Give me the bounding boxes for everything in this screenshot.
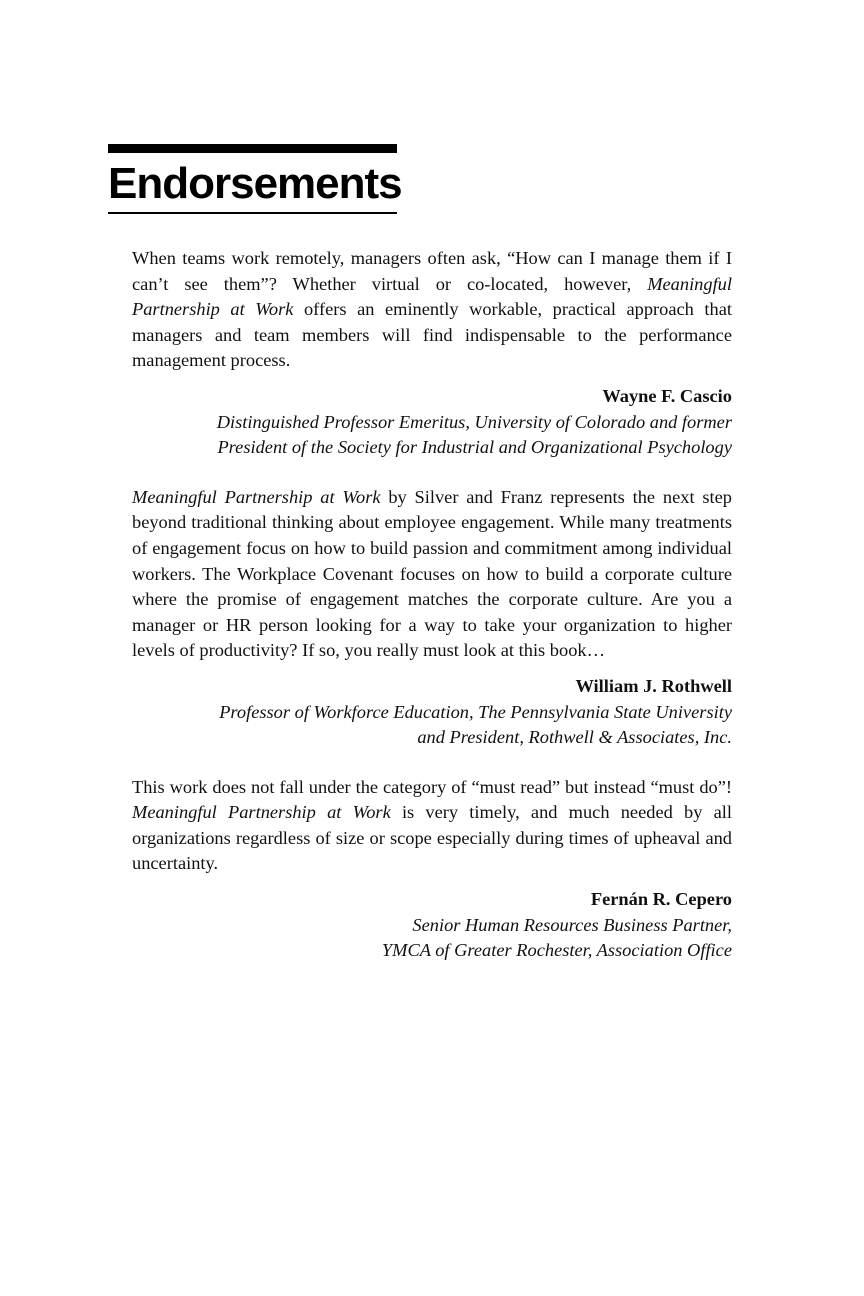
endorser-affiliation [132,700,732,751]
affiliation-line: President of the Society for Industrial and Organizational Psychology [217,437,732,458]
book-title: Meaningful Partnership at Work [132,273,732,320]
endorsements-list [132,246,732,988]
heading-top-rule [108,144,397,153]
heading-bottom-rule [108,212,397,214]
endorsement-rothwell [132,485,732,751]
quote-text: This work does not fall under the category of “must read” but instead “must do”! [132,776,732,797]
affiliation-line: Distinguished Professor Emeritus, University of Colorado and former [216,411,732,432]
book-title: Meaningful Partnership at Work [132,486,381,507]
endorser-name: Fernán R. Cepero [590,889,732,910]
endorser-affiliation [132,410,732,461]
endorsement-quote [132,246,732,374]
quote-text: by Silver and Franz represents the next step beyond traditional thinking about employee engagement. While many treatments of engagement focus on how to build passion and commitment among individual workers. The Workplace Covenant focuses on how to build a corporate culture where the promise of engagement matches the corporate culture. Are you a manager or HR person looking for a way to take your organization to higher levels of productivity? If so, you really must look at this book… [132,486,732,661]
affiliation-line: Professor of Workforce Education, The Pennsylvania State University [219,701,732,722]
affiliation-line: Senior Human Resources Business Partner, [412,914,732,935]
endorser-name: Wayne F. Cascio [602,385,732,406]
affiliation-line: YMCA of Greater Rochester, Association Office [381,940,732,961]
quote-text: is very timely, and much needed by all organizations regardless of size or scope especially during times of upheaval and uncertainty. [132,802,732,874]
affiliation-line: and President, Rothwell & Associates, Inc. [417,727,732,748]
book-title: Meaningful Partnership at Work [132,802,391,823]
endorsement-cepero [132,775,732,964]
endorsement-quote [132,775,732,877]
endorsement-cascio [132,246,732,461]
page-title: Endorsements [108,159,402,208]
quote-text: offers an eminently workable, practical approach that managers and team members will find indispensable to the performance management process. [132,299,733,371]
endorsement-quote [132,485,732,664]
endorser-name: William J. Rothwell [575,675,732,696]
endorser-affiliation [132,913,732,964]
quote-text: When teams work remotely, managers often ask, “How can I manage them if I can’t see them”? Whether virtual or co-located, however, [132,248,732,294]
